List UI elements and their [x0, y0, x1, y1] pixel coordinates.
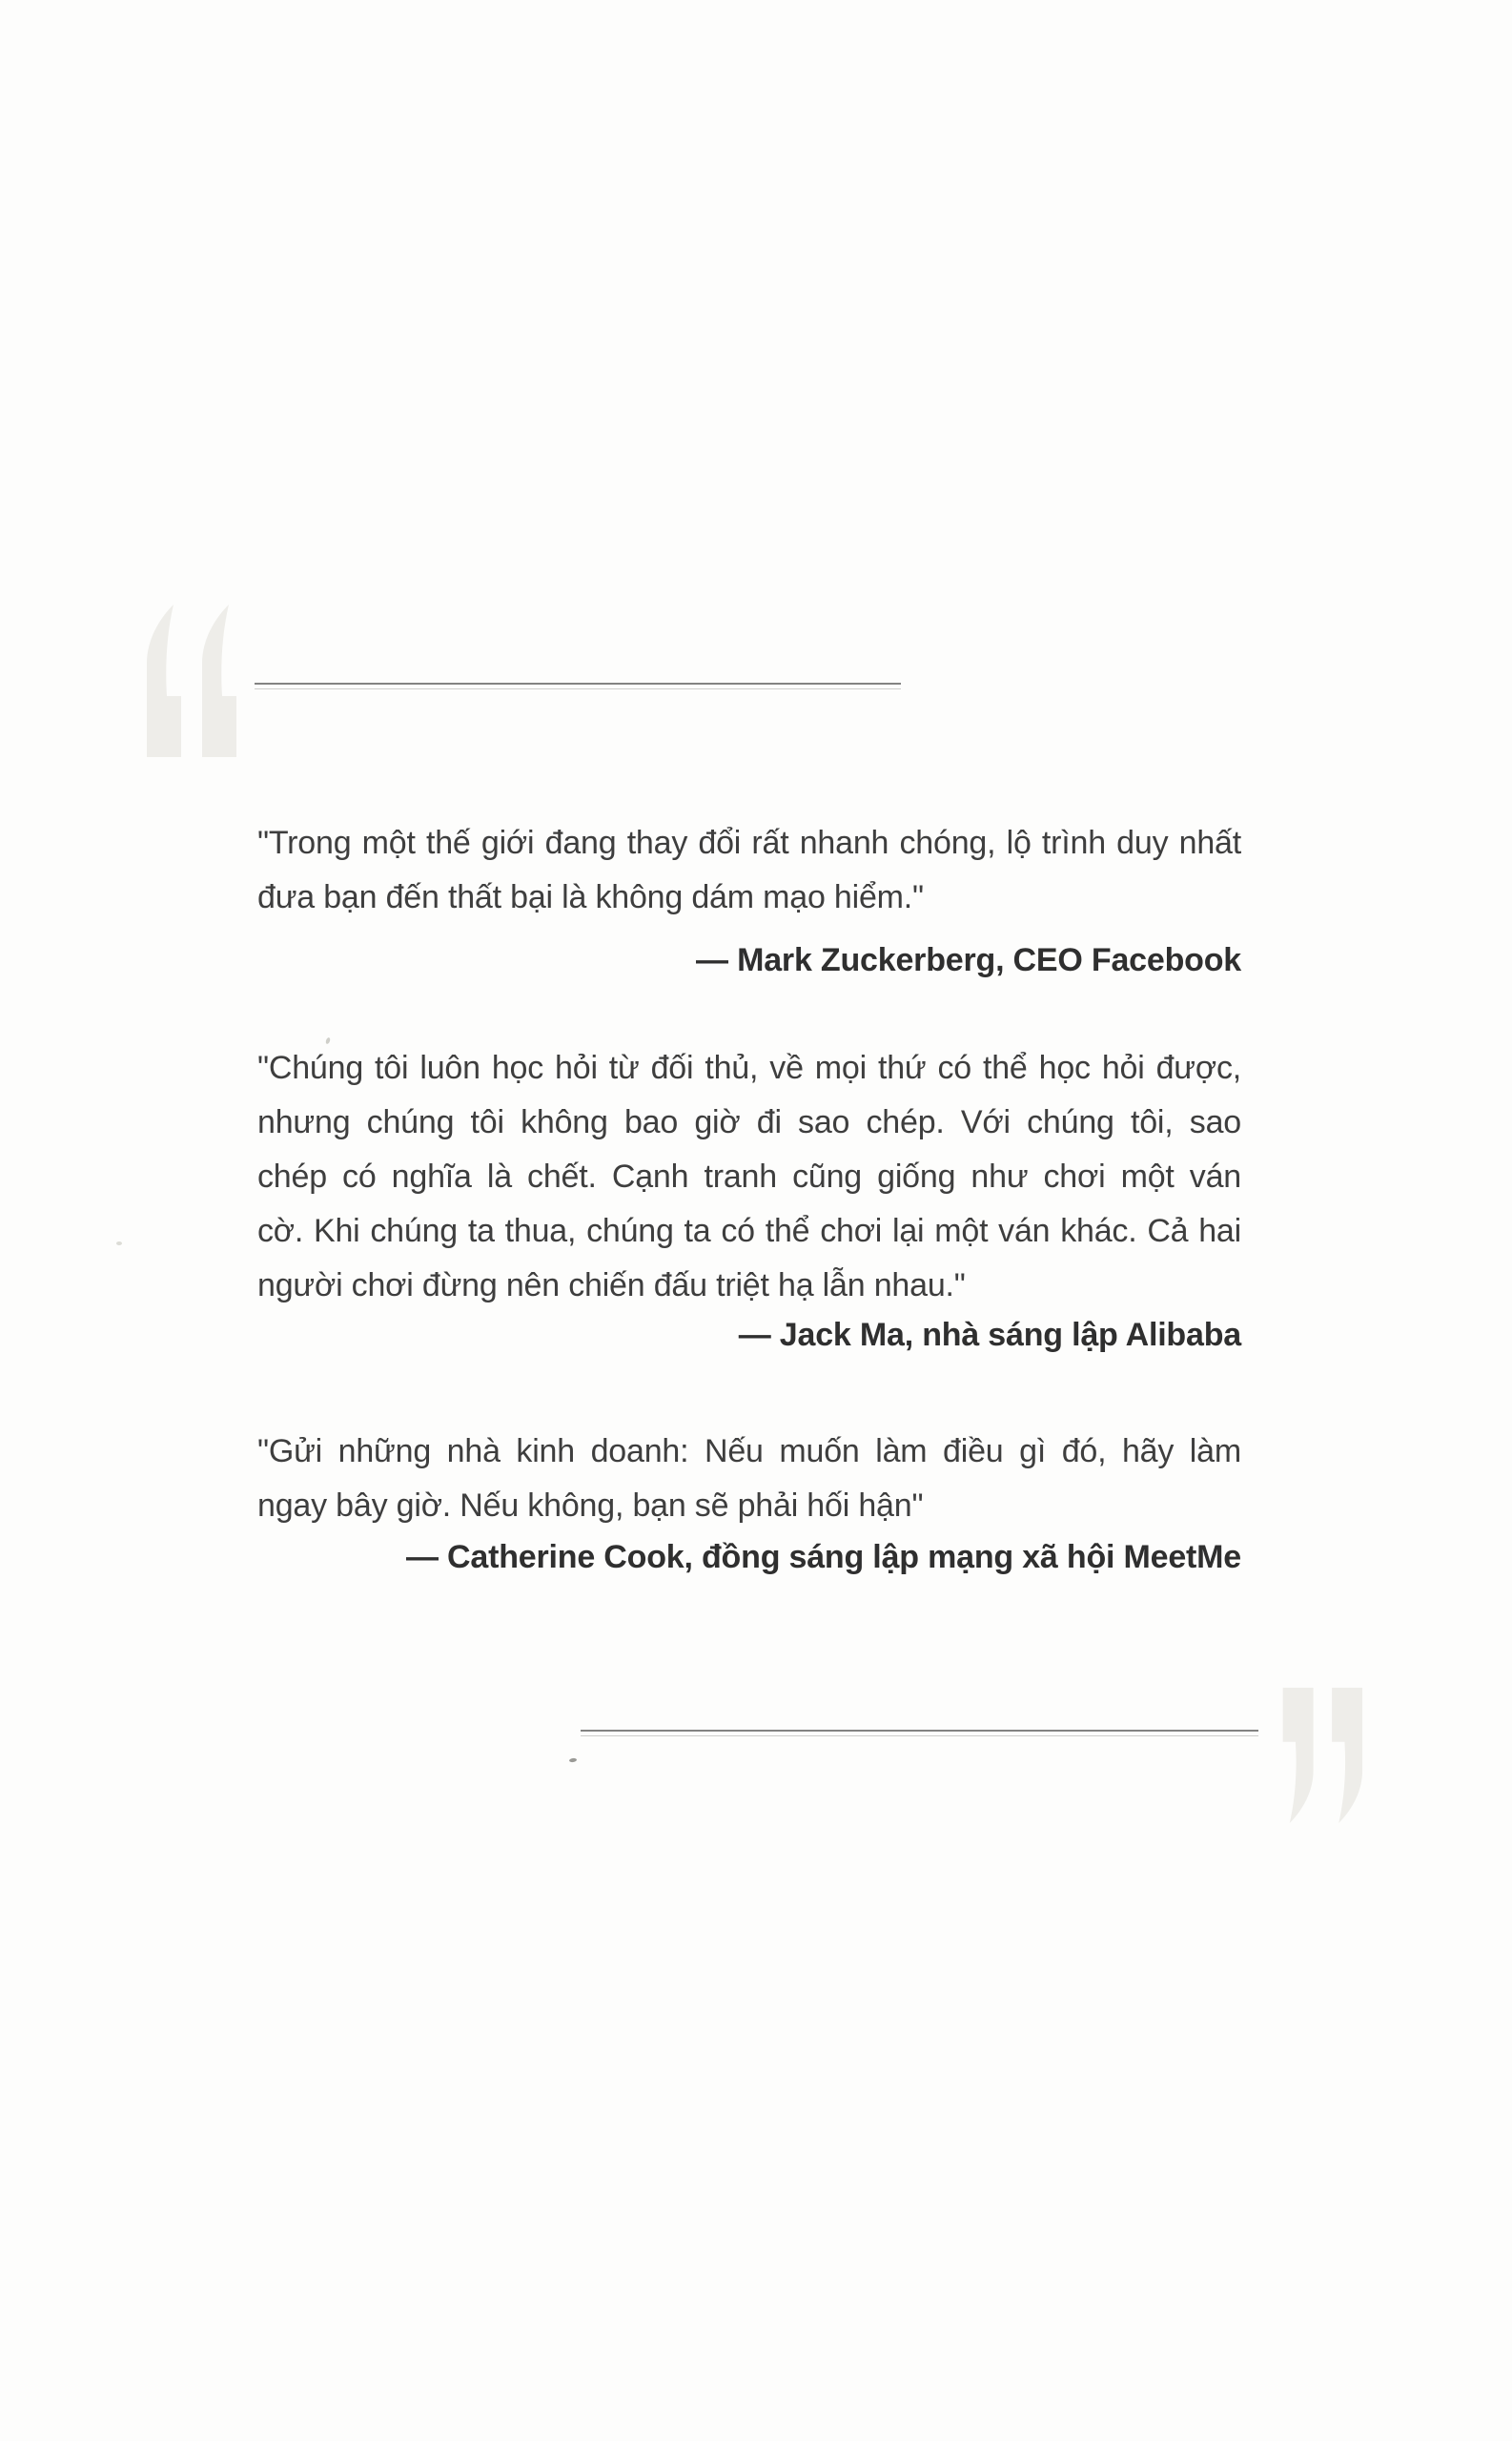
quote-line: "Chúng tôi luôn học hỏi từ đối thủ, về mọi thứ có thể học hỏi được,	[257, 1050, 1241, 1086]
attribution-jack-ma: — Jack Ma, nhà sáng lập Alibaba	[738, 1317, 1241, 1353]
attribution-mark-zuckerberg: — Mark Zuckerberg, CEO Facebook	[696, 942, 1241, 978]
quote-line: "Trong một thế giới đang thay đổi rất nhanh chóng, lộ trình duy nhất	[257, 825, 1241, 861]
close-quote-mark-icon	[1253, 1688, 1398, 1823]
quote-jack-ma	[257, 1041, 1241, 1313]
quote-line: nhưng chúng tôi không bao giờ đi sao chép. Với chúng tôi, sao	[257, 1104, 1241, 1140]
top-divider-line	[255, 683, 901, 689]
quote-line: người chơi đừng nên chiến đấu triệt hạ lẫn nhau."	[257, 1267, 966, 1303]
quote-zuckerberg	[257, 816, 1241, 925]
scan-speck	[569, 1757, 577, 1762]
quote-line: "Gửi những nhà kinh doanh: Nếu muốn làm điều gì đó, hãy làm	[257, 1433, 1241, 1469]
bottom-divider-line	[581, 1730, 1258, 1736]
attribution-catherine-cook: — Catherine Cook, đồng sáng lập mạng xã hội MeetMe	[405, 1539, 1241, 1575]
open-quote-mark-icon	[118, 605, 259, 757]
quote-line: cờ. Khi chúng ta thua, chúng ta có thể chơi lại một ván khác. Cả hai	[257, 1213, 1241, 1249]
quote-line: ngay bây giờ. Nếu không, bạn sẽ phải hối hận"	[257, 1487, 924, 1524]
scan-speck	[116, 1241, 122, 1245]
quote-line: đưa bạn đến thất bại là không dám mạo hiểm."	[257, 879, 924, 915]
quote-line: chép có nghĩa là chết. Cạnh tranh cũng giống như chơi một ván	[257, 1159, 1241, 1195]
quote-catherine-cook	[257, 1425, 1241, 1533]
